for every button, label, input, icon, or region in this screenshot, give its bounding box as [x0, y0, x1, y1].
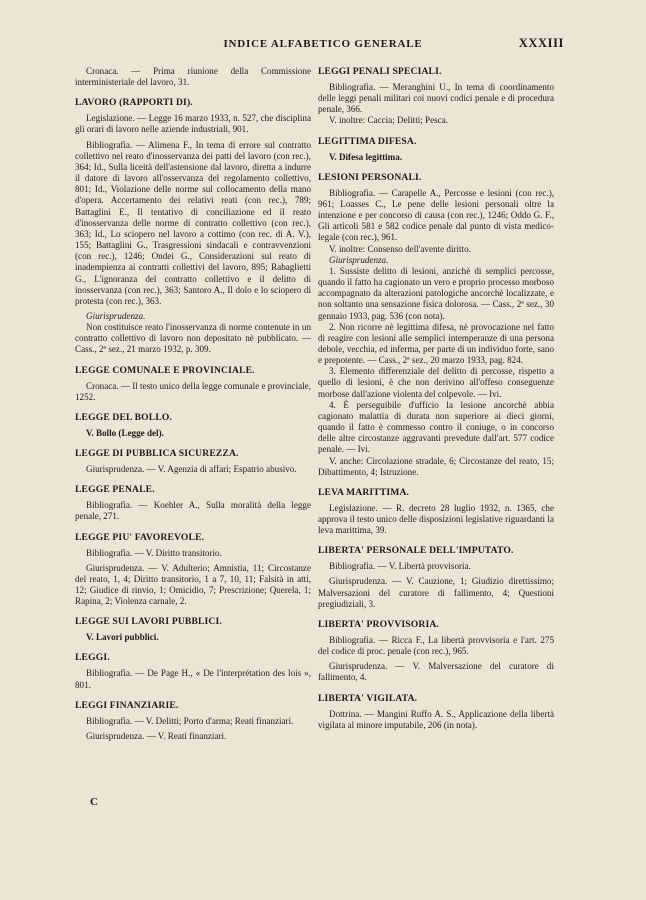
entry-legge-penale-bibliografia: Bibliografia. — Koehler A., Sulla moralità della legge penale, 271. — [75, 500, 311, 522]
entry-favorevole-giurisprudenza: Giurisprudenza. — V. Adulterio; Amnistia, 11; Circostanze del reato, 1, 4; Diritto transitorio, 1 a 7, 10, 11; Falsità in atti, 12; Giudice di rinvio, 1; Omicidio, 7; Prescrizione; Querela, 1; Rapina, 2; Violenza carnale, 2. — [75, 562, 311, 607]
heading-leggi-finanziarie: LEGGI FINANZIARIE. — [75, 699, 179, 711]
right-column — [318, 66, 554, 731]
heading-legge-bollo: LEGGE DEL BOLLO. — [75, 411, 173, 423]
crossref-difesa-legittima: V. Difesa legittima. — [329, 151, 403, 162]
entry-leva-legislazione: Legislazione. — R. decreto 28 luglio 1932, n. 1365, che approva il testo unico delle disposizioni legislative riguardanti la leva marittima, 39. — [318, 502, 554, 536]
entry-legge-bollo — [75, 428, 311, 439]
entry-lesioni-3: 3. Elemento differenziale del delitto di percosse, rispetto a quello di lesioni, è che non derivino all'offeso conseguenze morbose dall'azione violenta del colpevole. — Ivi. — [318, 366, 554, 399]
entry-finanziarie-bibliografia: Bibliografia. — V. Delitti; Porto d'arma; Reati finanziari. — [86, 715, 294, 726]
heading-lavoro: LAVORO (RAPPORTI DI). — [75, 97, 193, 109]
heading-legge-piu-favorevole: LEGGE PIU' FAVOREVOLE. — [75, 531, 205, 543]
entry-favorevole-bibliografia: Bibliografia. — V. Diritto transitorio. — [86, 547, 222, 558]
heading-legge-penale: LEGGE PENALE. — [75, 484, 155, 496]
entry-speciali-bibliografia: Bibliografia. — Meranghini U., In tema di coordinamento delle leggi penali militari coi nuovi codici penale e di procedura penale, 366. — [318, 82, 554, 115]
heading-pubblica-sicurezza: LEGGE DI PUBBLICA SICUREZZA. — [75, 448, 239, 460]
entry-liberta-bibliografia: Bibliografia. — V. Libertà provvisoria. — [329, 561, 471, 572]
giurisprudenza-label: Giurisprudenza. — [86, 310, 146, 321]
entry-vigilata-dottrina: Dottrina. — Mangini Ruffo A. S., Applicazione della libertà vigilata al minore imputabile, 206 (in nota). — [318, 708, 554, 730]
heading-liberta-provvisoria: LIBERTA' PROVVISORIA. — [318, 618, 439, 630]
signature-mark: C — [90, 796, 98, 808]
heading-leggi: LEGGI. — [75, 652, 110, 664]
left-column — [75, 66, 311, 742]
giurisprudenza-label: Giurisprudenza. — [329, 254, 389, 265]
entry-lesioni-4: 4. È perseguibile d'ufficio la lesione ancorchè abbia cagionato malattia di durata non superiore ai dieci giorni, quando il fatto è commesso contro il coniuge, o in concorso delle altre circostanze aggravanti prevedute dall'art. 577 codice penale. — Ivi. — [318, 399, 554, 455]
entry-liberta-giurisprudenza: Giurisprudenza. — V. Cauzione, 1; Giudizio direttissimo; Malversazioni del curatore di fallimento, 4; Questioni pregiudiziali, 3. — [318, 576, 554, 609]
heading-leva-marittima: LEVA MARITTIMA. — [318, 486, 410, 498]
heading-leggi-penali-speciali: LEGGI PENALI SPECIALI. — [318, 66, 442, 77]
entry-lesioni-vanche: V. anche: Circolazione stradale, 6; Circostanze del reato, 15; Dibattimento, 4; Istruzione. — [318, 455, 554, 477]
entry-pubblica-sicurezza: Giurisprudenza. — V. Agenzia di affari; Espatrio abusivo. — [86, 464, 297, 475]
entry-lesioni-v: V. inoltre: Consenso dell'avente diritto. — [329, 243, 471, 254]
entry-speciali-v: V. inoltre: Caccia; Delitti; Pesca. — [329, 115, 449, 126]
entry-lesioni-giurisprudenza-label — [318, 255, 554, 266]
entry-legge-comunale-cronaca: Cronaca. — Il testo unico della legge comunale e provinciale, 1252. — [75, 380, 311, 402]
entry-leggi-bibliografia: Bibliografia. — De Page H., « De l'interprétation des lois », 801. — [75, 668, 311, 690]
entry-lesioni-2: 2. Non ricorre nè legittima difesa, nè provocazione nel fatto di reagire con lesioni alle semplici intemperanze di una persona debole, vecchia, ed inferma, per parte di un individuo forte, sano e prepotente. — Cass., 2ª sez., 20 marzo 1933, pag. 824. — [318, 321, 554, 366]
page-number: XXXIII — [518, 36, 564, 50]
heading-liberta-personale: LIBERTA' PERSONALE DELL'IMPUTATO. — [318, 545, 514, 557]
entry-lavoro-legislazione: Legislazione. — Legge 16 marzo 1933, n. 527, che disciplina gli orari di lavoro nelle aziende industriali, 901. — [75, 113, 311, 135]
crossref-lavori-pubblici: V. Lavori pubblici. — [86, 632, 159, 643]
running-header-title: INDICE ALFABETICO GENERALE — [223, 38, 423, 50]
entry-legittima-v — [318, 152, 554, 163]
entry-lavori-pubblici — [75, 632, 311, 643]
heading-legittima-difesa: LEGITTIMA DIFESA. — [318, 135, 417, 147]
entry-lavoro-giurisprudenza: Non costituisce reato l'inosservanza di norme contenute in un contratto collettivo di lavoro non depositato nè pubblicato. — Cass., 2ª sez., 21 marzo 1932, p. 309. — [75, 322, 311, 355]
entry-lesioni-1: 1. Sussiste delitto di lesioni, anzichè di semplici percosse, quando il fatto ha cagionato un vero e proprio processo morboso accompagnato da alterazioni patologiche ancorchè localizzate, e non soltanto una sensazione fisica dolorosa. — Cass., 2ª sez., 30 gennaio 1933, pag. 536 (con nota). — [318, 265, 554, 321]
entry-lesioni-bibliografia: Bibliografia. — Carapelle A., Percosse e lesioni (con rec.), 961; Loasses C., Le pene delle lesioni personali oltre la intenzione e per concorso di causa (con rec.), 1246; Oddo G. F., Gli articoli 581 e 582 codice penale dal punto di vista medico-legale (con rec.), 961. — [318, 187, 554, 243]
heading-legge-comunale: LEGGE COMUNALE E PROVINCIALE. — [75, 364, 255, 376]
entry-lavoro-giurisprudenza-label — [75, 311, 311, 322]
entry-lavoro-bibliografia: Bibliografia. — Alimena F., In tema di errore sul contratto collettivo nel reato d'inosservanza dei patti del lavoro (con rec.), 364; Id., Sulla liceità dell'astensione dal lavoro, diretta a indurre il datore di lavoro all'osservanza del regolamento collettivo, 801; Id., Violazione delle norme sul collocamento della mano d'opera. Accertamento dei relativi reati (con rec.), 789; Battaglini E., Il tentativo di conciliazione ed il reato d'inosservanza delle norme di contratto collettivo (con rec.), 363; Id., Lo sciopero nel lavoro a cottimo (con rec. di A. V.), 155; Battaglini G., Trasgressioni sindacali e contravvenzioni (con rec.), 1246; Ondei G., Considerazioni sul reato di inadempienza ai contratti collettivi del lavoro, 895; Rabaglietti G., L'ignoranza del contratto collettivo e il delitto di inosservanza (con rec.), 363; Santoro A., Il dolo e lo sciopero di protesta (con rec.), 363. — [75, 139, 311, 306]
entry-provvisoria-bibliografia: Bibliografia. — Ricca F., La libertà provvisoria e l'art. 275 del codice di proc. penale (con rec.), 965. — [318, 634, 554, 657]
entry-finanziarie-giurisprudenza: Giurisprudenza. — V. Reati finanziari. — [86, 730, 227, 741]
entry-cronaca-commissione: Cronaca. — Prima riunione della Commissione interministeriale del lavoro, 31. — [75, 66, 311, 88]
heading-lavori-pubblici: LEGGE SUI LAVORI PUBBLICI. — [75, 616, 222, 628]
heading-liberta-vigilata: LIBERTA' VIGILATA. — [318, 692, 418, 704]
entry-provvisoria-giurisprudenza: Giurisprudenza. — V. Malversazione del curatore di fallimento, 4. — [318, 661, 554, 683]
crossref-bollo: V. Bollo (Legge del). — [86, 427, 164, 438]
heading-lesioni-personali: LESIONI PERSONALI. — [318, 171, 422, 183]
